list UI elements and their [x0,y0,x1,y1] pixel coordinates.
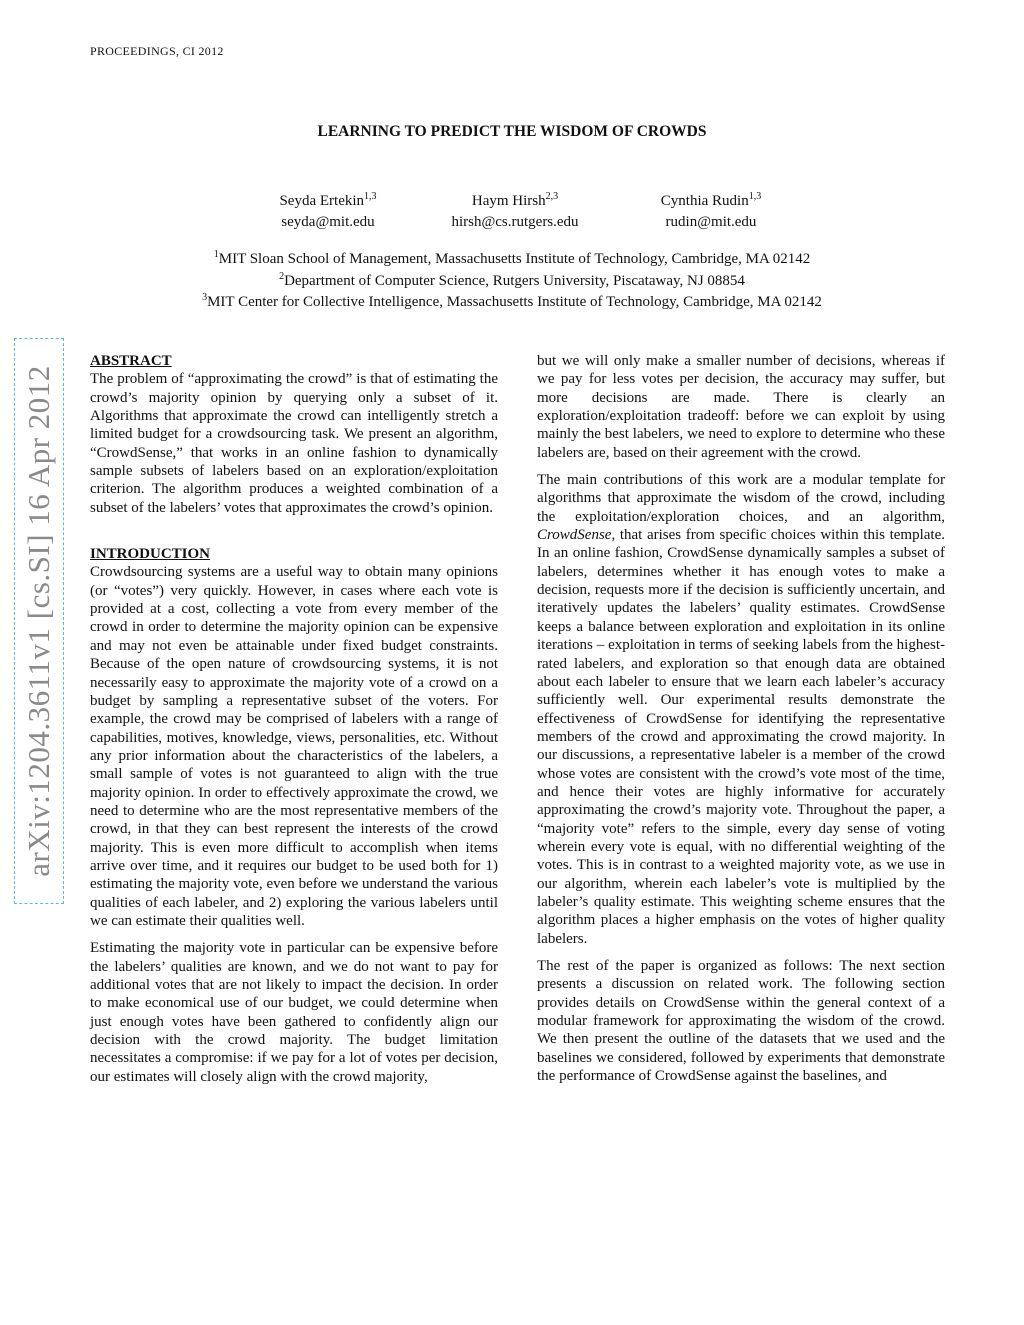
intro-paragraph: The rest of the paper is organized as follows: The next section presents a discussion on related work. The following section provides details on CrowdSense within the general context of a modular framework for approximating the wisdom of the crowd. We then present the outline of the datasets that we used and the baselines we considered, followed by experiments that demonstrate the performance of CrowdSense against the baselines, and [537,958,945,1085]
intro-paragraph [537,471,945,948]
arxiv-identifier-stamp[interactable] [14,338,64,904]
intro-paragraph: Estimating the majority vote in particular can be expensive before the labelers’ qualities are known, and we do not want to pay for additional votes that are not likely to impact the decision. In order to make economical use of our budget, we could determine when just enough votes have been gathered to confidently align our decision with the crowd majority. The budget limitation necessitates a compromise: if we pay for a lot of votes per decision, our estimates will closely align with the crowd majority, [90,940,498,1085]
affiliation-marker: 1 [213,249,219,260]
introduction-heading: INTRODUCTION [90,546,211,563]
author-name: Seyda Ertekin [279,193,365,209]
intro-paragraph: Crowdsourcing systems are a useful way to obtain many opinions (or “votes”) very quickly. However, in cases where each vote is provided at a cost, collecting a vote from every member of the crowd in order to determine the majority opinion can be expensive and may not even be attainable under fixed budget constraints. Because of the open nature of crowdsourcing systems, it is not necessarily easy to approximate the majority vote of a crowd on a budget by sampling a representative subset of the voters. For example, the crowd may be comprised of labelers with a range of capabilities, motives, knowledge, views, personalities, etc. Without any prior information about the characteristics of the labelers, a small sample of votes is not guaranteed to align with the true majority opinion. In order to effectively approximate the crowd, we need to determine who are the most representative members of the crowd, in that they can best represent the interests of the crowd majority. This is even more difficult to accomplish when items arrive over time, and it requires our budget to be used both for 1) estimating the majority vote, even before we understand the various qualities of each labeler, and 2) exploring the various labelers until we can estimate their qualities well. [90,564,498,929]
abstract-text: The problem of “approximating the crowd” is that of estimating the crowd’s majority opinion by querying only a subset of it. Algorithms that approximate the crowd can intelligently stretch a limited budget for a crowdsourcing task. We present an algorithm, “CrowdSense,” that works in an online fashion to dynamically sample subsets of labelers based on an exploration/exploitation criterion. The algorithm produces a weighted combination of a subset of the labelers’ votes that approximates the crowd’s opinion. [90,371,498,516]
author-email[interactable]: hirsh@cs.rutgers.edu [451,214,579,230]
author-name: Haym Hirsh [471,193,546,209]
author-email[interactable]: rudin@mit.edu [665,214,757,230]
author-affiliation-marker: 2,3 [545,191,559,202]
right-column [537,352,945,1094]
affiliation-text: Department of Computer Science, Rutgers University, Piscataway, NJ 08854 [284,273,745,289]
affiliation-line [0,292,1024,311]
intro-paragraph: but we will only make a smaller number of decisions, whereas if we pay for less votes per decision, the accuracy may suffer, but more decisions are made. There is clearly an exploration/exploitation tradeoff: before we can exploit by using mainly the best labelers, we need to explore to determine who these labelers are, based on their agreement with the crowd. [537,353,945,461]
intro-text: The main contributions of this work are a modular template for algorithms that approximate the wisdom of the crowd, including the exploitation/exploration choices, and an algorithm, [537,472,945,525]
author-email[interactable]: seyda@mit.edu [281,214,375,230]
intro-text: , that arises from specific choices within this template. In an online fashion, CrowdSense dynamically samples a subset of labelers, determines whether it has enough votes to make a decision, requests more if the decision is sufficiently uncertain, and iteratively updates the labelers’ quality estimates. CrowdSense keeps a balance between exploration and exploitation in its online iterations – exploitation in terms of seeking labels from the highest-rated labelers, and exploration so that enough data are obtained about each labeler to ensure that we learn each labeler’s accuracy sufficiently well. Our experimental results demonstrate the effectiveness of CrowdSense for identifying the representative members of the crowd and approximating the crowd majority. In our discussions, a representative labeler is a member of the crowd whose votes are consistent with the crowd’s vote most of the time, and hence their votes are highly informative for accurately approximating the crowd’s majority vote. Throughout the paper, a “majority vote” refers to the simple, every day sense of voting wherein every vote is equal, with no differential weighting of the votes. This is in contrast to a weighted majority vote, as we use in our algorithm, wherein each labeler’s vote is multiplied by the labeler’s quality estimate. This weighting scheme ensures that the algorithm places a higher emphasis on the votes of higher quality labelers. [537,527,945,947]
left-column [90,352,498,1095]
abstract-heading: ABSTRACT [90,353,172,369]
author-block [258,186,398,233]
affiliation-line [0,271,1024,290]
paper-title: LEARNING TO PREDICT THE WISDOM OF CROWDS [317,123,707,140]
author-affiliation-marker: 1,3 [748,191,762,202]
affiliation-marker: 3 [202,292,208,303]
affiliation-line [0,249,1024,268]
author-name: Cynthia Rudin [660,193,749,209]
running-head: PROCEEDINGS, CI 2012 [90,44,224,58]
algorithm-name: CrowdSense [537,527,612,544]
affiliation-text: MIT Sloan School of Management, Massachusetts Institute of Technology, Cambridge, MA 02142 [218,251,811,267]
author-block [440,186,590,233]
arxiv-identifier-text: arXiv:1204.3611v1 [cs.SI] 16 Apr 2012 [21,365,56,877]
affiliation-text: MIT Center for Collective Intelligence, Massachusetts Institute of Technology, Cambridge, MA 02142 [207,294,822,310]
affiliation-marker: 2 [279,271,285,282]
author-block [636,186,786,233]
author-affiliation-marker: 1,3 [364,191,377,202]
